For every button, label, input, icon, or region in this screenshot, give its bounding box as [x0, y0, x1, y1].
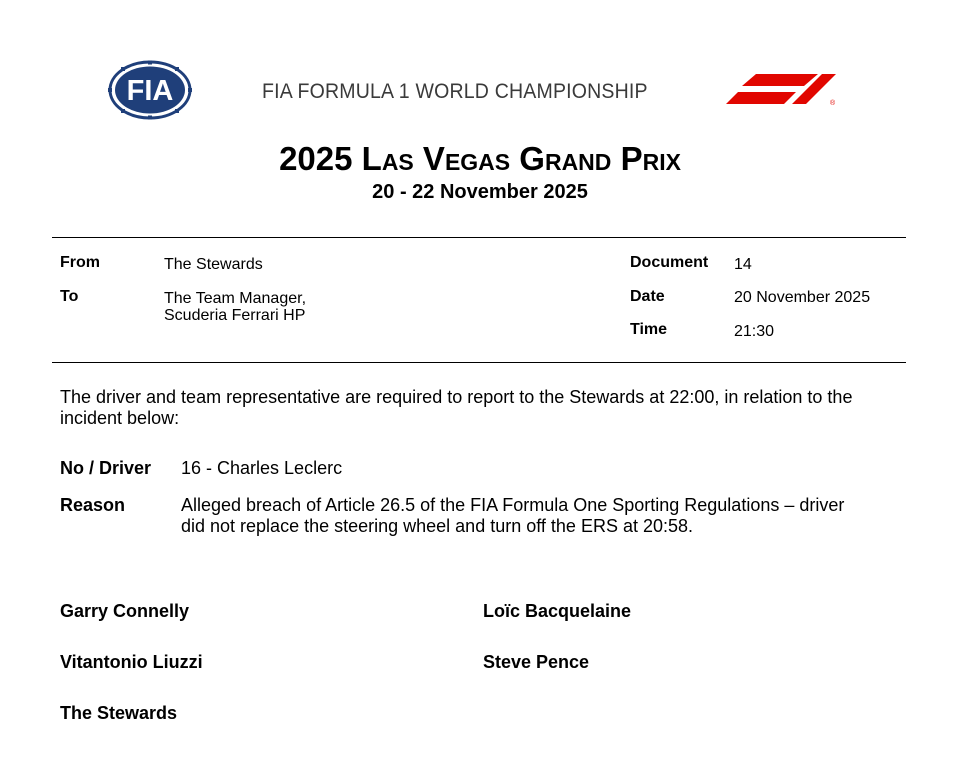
f1-logo: [726, 72, 846, 108]
from-label: From: [60, 254, 100, 271]
document-label: Document: [630, 254, 709, 271]
to-value-line2: Scuderia Ferrari HP: [164, 307, 306, 324]
fia-logo-text: FIA: [126, 75, 174, 107]
to-label: To: [60, 288, 79, 305]
date-value: 20 November 2025: [734, 289, 871, 306]
to-value: [164, 290, 306, 324]
event-name: Las Vegas Grand Prix: [361, 140, 681, 177]
event-year: 2025: [279, 140, 353, 177]
steward-name: Loïc Bacquelaine: [483, 601, 632, 621]
steward-name: Steve Pence: [483, 652, 590, 672]
from-value: The Stewards: [164, 256, 263, 273]
top-divider: [52, 237, 906, 238]
steward-name: Vitantonio Liuzzi: [60, 652, 203, 672]
championship-title: FIA FORMULA 1 WORLD CHAMPIONSHIP: [262, 80, 648, 103]
driver-label: No / Driver: [60, 458, 152, 478]
to-value-line1: The Team Manager,: [164, 290, 307, 307]
f1-registered-mark: ®: [830, 100, 836, 107]
event-dates: 20 - 22 November 2025: [372, 181, 588, 203]
fia-logo: [108, 60, 192, 120]
date-label: Date: [630, 288, 665, 305]
reason-label: Reason: [60, 495, 126, 515]
bottom-divider: [52, 362, 906, 363]
intro-paragraph: [60, 387, 920, 429]
driver-value: 16 - Charles Leclerc: [181, 458, 343, 478]
time-value: 21:30: [734, 323, 775, 340]
intro-line1: The driver and team representative are required to report to the Stewards at 22:00, in relation to the: [60, 387, 853, 407]
reason-line1: Alleged breach of Article 26.5 of the FIA Formula One Sporting Regulations – driver: [181, 495, 845, 515]
event-title: [0, 140, 960, 178]
closing-signature: The Stewards: [60, 703, 178, 723]
reason-text: [181, 495, 921, 537]
reason-line2: did not replace the steering wheel and turn off the ERS at 20:58.: [181, 516, 694, 536]
steward-name: Garry Connelly: [60, 601, 190, 621]
time-label: Time: [630, 321, 668, 338]
intro-line2: incident below:: [60, 408, 180, 428]
document-value: 14: [734, 256, 752, 273]
